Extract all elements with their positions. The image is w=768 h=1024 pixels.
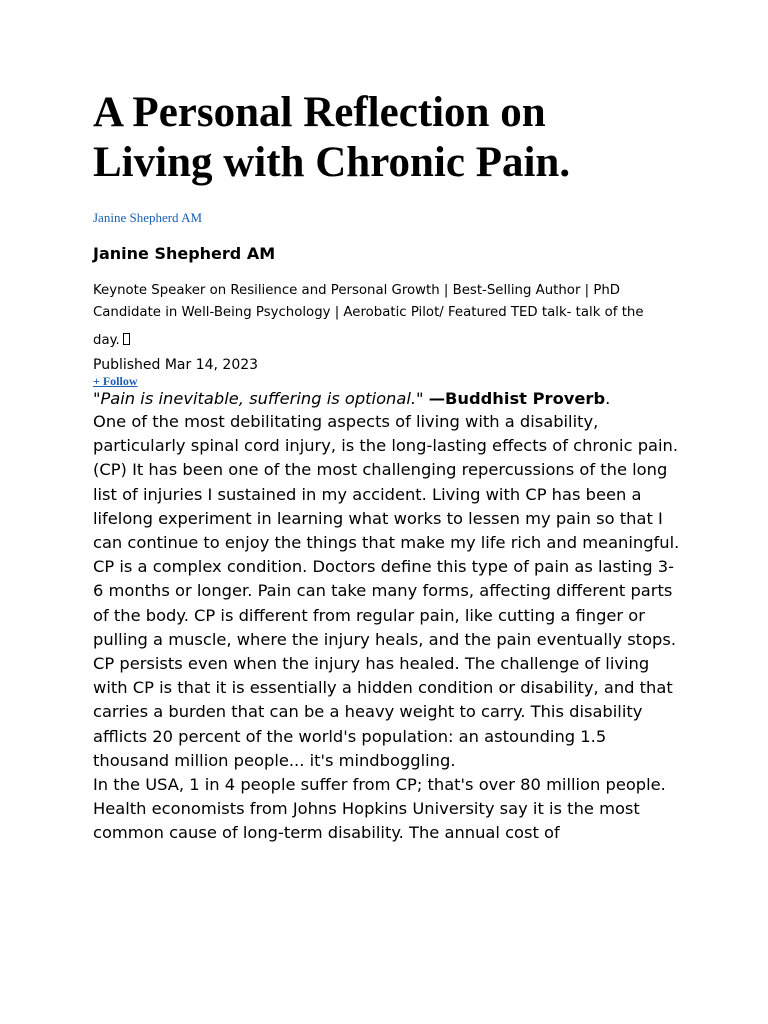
author-name: Janine Shepherd AM <box>93 244 276 263</box>
quote-attribution: —Buddhist Proverb <box>428 389 606 408</box>
author-headline: Keynote Speaker on Resilience and Personal Growth | Best-Selling Author | PhD Candidate in Well-Being Psychology | Aerobatic Pilot/ Featured TED talk- talk of the <box>93 283 644 320</box>
article-title-line-2: Living with Chronic Pain. <box>93 139 571 186</box>
author-headline-end <box>93 330 683 352</box>
body-paragraph-3: In the USA, 1 in 4 people suffer from CP; that's over 80 million people. Health economists from Johns Hopkins University say it is the most common cause of long-term disability. The annual cost of <box>93 775 666 843</box>
author-headline-end-text: day. <box>93 333 120 348</box>
article-page <box>93 0 683 846</box>
body-paragraph-1: One of the most debilitating aspects of living with a disability, particularly spinal cord injury, is the long-lasting effects of chronic pain. (CP) It has been one of the most challenging repercussions of the long list of injuries I sustained in my accident. Living with CP has been a lifelong experiment in learning what works to lessen my pain so that I can continue to enjoy the things that make my life rich and meaningful. <box>93 412 680 553</box>
article-title <box>93 0 683 188</box>
published-date: Published Mar 14, 2023 <box>93 357 259 373</box>
missing-glyph-icon <box>123 333 130 345</box>
opening-quote <box>93 388 683 410</box>
body-paragraph-2: CP is a complex condition. Doctors define this type of pain as lasting 3-6 months or longer. Pain can take many forms, affecting different parts of the body. CP is different from regular pain, like cutting a finger or pulling a muscle, where the injury heals, and the pain eventually stops. CP persists even when the injury has healed. The challenge of living with CP is that it is essentially a hidden condition or disability, and that carries a burden that can be a heavy weight to carry. This disability afflicts 20 percent of the world's population: an astounding 1.5 thousand million people... it's mindboggling. <box>93 557 677 770</box>
article-title-line-1: A Personal Reflection on <box>93 89 546 136</box>
article-body <box>93 410 683 846</box>
follow-button[interactable]: + Follow <box>93 374 138 388</box>
quote-period: . <box>605 389 611 408</box>
author-link[interactable]: Janine Shepherd AM <box>93 210 203 225</box>
quote-text: "Pain is inevitable, suffering is optional." <box>93 389 424 408</box>
